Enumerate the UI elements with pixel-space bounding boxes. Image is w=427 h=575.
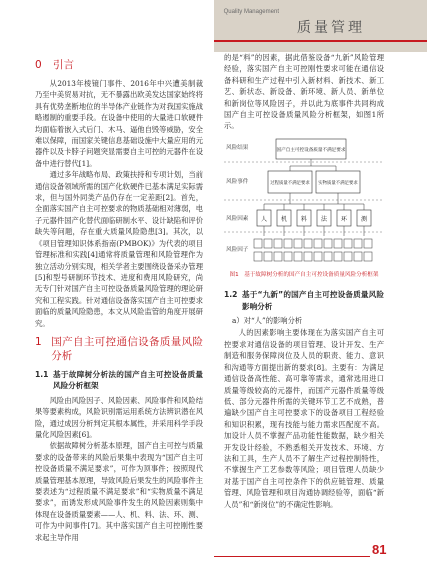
fig-factor-5: 环 [340, 215, 348, 223]
header-chinese-title: 质量管理 [297, 20, 365, 36]
section1-text: 国产自主可控通信设备质量风险分析 [51, 335, 203, 362]
subsection-1-2-heading [224, 289, 384, 312]
fault-tree-figure [224, 136, 384, 268]
fig-product-quality-text: 实物质量不满足要求 [318, 180, 358, 186]
fig-risk-agent-row [254, 239, 372, 261]
subsection-1-1-paragraph-2: 依据故障树分析基本原理，国产自主可控与质量要求的设备带来的风险后果集中表现为“国产自主可控设备质量不满足要求”，可作为顶事件；按照现代质量管理基本原理，导致风险后果发生的风险事件主要表述为“过程质量不满足要求”和“实物质量不满足要求”，而诱发形成风险事件发生的风险因素则集中体现在设备质量要素——人、机、料、法、环、测、可作为中间事件[7]。其中落实国产自主可控刚性要求起主导作用 [35, 441, 203, 542]
figure-1-caption: 图1 基于故障树分析的国产自主可控设备质量风险分析框架 [229, 271, 379, 278]
fig-factor-6: 测 [360, 215, 368, 223]
subsection-1-1-number: 1.1 [35, 369, 49, 379]
intro-heading-text: 引言 [53, 59, 74, 71]
section1-number: 1 [35, 335, 42, 348]
fig-label-factor: 风险因素 [226, 215, 249, 222]
fig-label-agent: 风险因子 [226, 246, 249, 253]
header-rule [214, 40, 427, 42]
left-column [35, 52, 203, 543]
intro-paragraph-1: 从2013年棱镜门事件、2016年中兴遭美制裁乃至中美贸易对抗，无不暴露出欧美发达国家始终将具有优势垄断地位的半导体产业链作为对我国实施战略遏制的重要手段。在设备中使用的大量进口软硬件均面临着嵌入式后门、木马、逼他自毁等威胁，安全难以保障，而国家关键信息基础设施中大量应用的元器件以及卡脖子问题突显需要自主可控的元器件在设备中进行替代[1]。 [35, 79, 203, 168]
right-column [224, 52, 384, 510]
fig-factor-3: 料 [300, 215, 308, 223]
subsection-1-2-paragraph-1: 人的因素影响主要体现在为落实国产自主可控要求对通信设备的项目管理、设计开发、生产制造和服务保障岗位及人员的职责、能力、意识和沟通等方面提出新的要求[8]。主要有：为满足通信设备高性能、高可靠等需求，通常选用进口质量等级较高的元器件，而国产元器件质量等级低、部分元器件所需的关键环节工艺不成熟，普遍缺少国产自主可控要求下的设备项目工程经验和知识积累，现有技能与能力需求匹配度不高。加设计人员不掌握产品功能性能数据，缺少相关开发设计经验，不熟悉相关开发技术、环境、方法和工具，生产人员不了解生产过程控制特性，不掌握生产工艺参数等风险；项目管理人员缺少对基于国产自主可控条件下的供应链管理、质量管理、风险管理和项目沟通协调经验等，面临“新人员”和“新岗位”的不确定性影响。 [224, 328, 384, 509]
fig-factor-1: 人 [260, 215, 268, 223]
fig-factor-2: 机 [280, 215, 288, 223]
page-number: 81 [372, 542, 387, 557]
intro-heading [35, 58, 203, 72]
intro-paragraph-2: 通过多年战略布局、政策扶持和专项计划，当前通信设备领域所需的国产化软硬件已基本满足实际需求，但与国外同类产品仍存在一定差距[2]。首先，全面落实国产自主可控要求的物质基础相对薄弱，电子元器件国产化替代面临研制水平、设计缺陷和评价缺失等问题，存在重大质量风险隐患[3]。其次，以《项目管理知识体系指南(PMBOK)》为代表的项目管理标准和实践[4]通常将质量管理和风险管理作为独立活动分别实现，相关学者主要围绕设备采办管理[5]和型号研制环节技术、进度和费用风险研究，尚无专门针对国产自主可控设备质量风险管理的理论研究和工程实践。针对通信设备落实国产自主可控要求面临的质量风险隐患，本文从风险监管的角度开展研究。 [35, 170, 203, 328]
fig-top-event-text: 国产自主可控设备质量不满足要求 [276, 147, 346, 153]
fig-label-result: 风险结果 [226, 144, 249, 151]
subsection-1-2-text: 基于“九新”的国产自主可控设备质量风险影响分析 [242, 290, 384, 311]
subsection-1-2-number: 1.2 [224, 290, 238, 300]
intro-heading-number: 0 [35, 59, 42, 71]
subsection-1-1-text: 基于故障树分析法的国产自主可控设备质量风险分析框架 [53, 369, 203, 391]
fig-process-quality-text: 过程质量不满足要求 [270, 180, 310, 186]
subsection-1-1-paragraph-1: 风险由风险因子、风险因素、风险事件和风险结果等要素构成，风险识别需运用系统方法辨识潜在风险，通过成因分析判定其根本属性，并采用科学手段量化风险因素[6]。 [35, 395, 203, 439]
right-top-paragraph: 的是“料”的因素，据此借鉴设备“九新”风险管理经验，落实国产自主可控刚性要求可能在通信设备科研和生产过程中引入新材料、新技术、新工艺、新状态、新设备、新环境、新人员、新单位和新岗位等风险因子，并以此为底事件共同构成国产自主可控设备质量风险分析框架，如图1所示。 [224, 53, 384, 131]
fig-factor-4: 法 [320, 215, 328, 223]
subsection-1-2-a-heading: a）对“人”的影响分析 [232, 316, 303, 326]
header-english-title: Quality Management [223, 9, 279, 15]
footer-rule [214, 556, 370, 557]
fig-label-event: 风险事件 [226, 178, 249, 185]
section1-heading [35, 335, 203, 363]
subsection-1-1-heading [35, 369, 203, 392]
